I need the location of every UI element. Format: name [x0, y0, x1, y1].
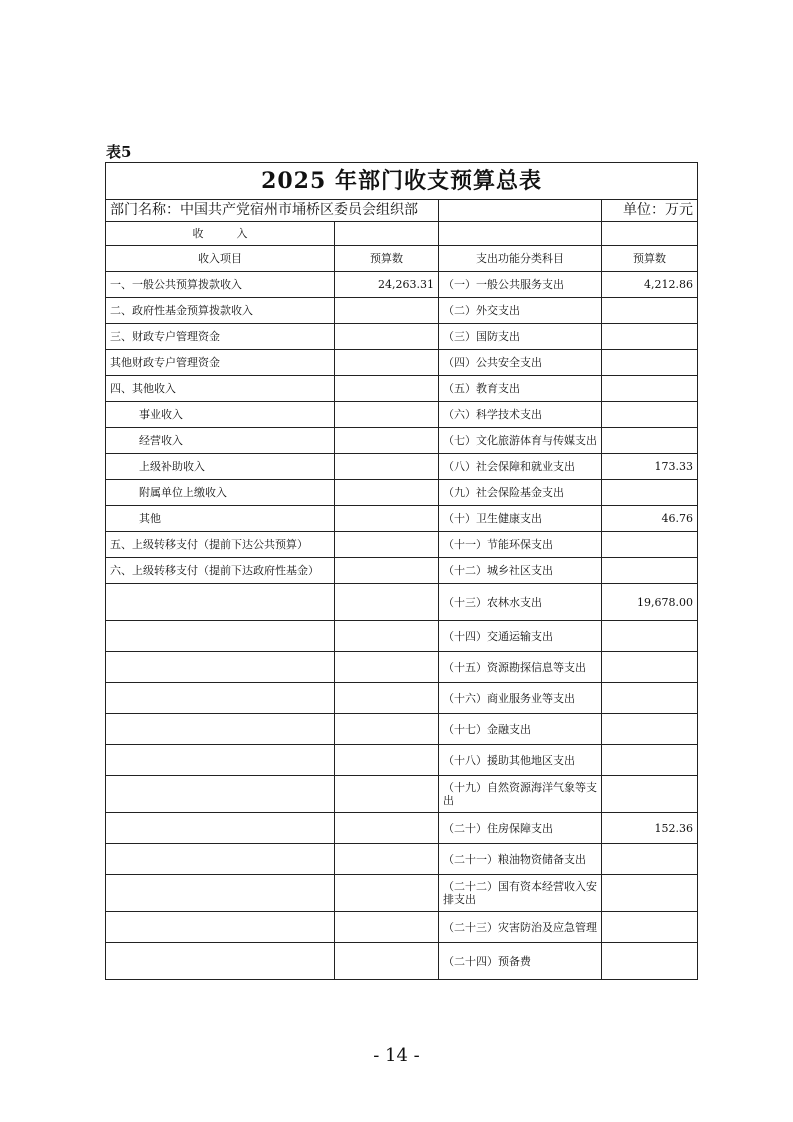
- expense-item-cell: （十一）节能环保支出: [439, 532, 602, 558]
- expense-amount-cell: 173.33: [602, 454, 698, 480]
- table-row: [106, 621, 698, 652]
- expense-item-cell: （二十一）粮油物资储备支出: [439, 844, 602, 875]
- income-amount-cell: [335, 844, 439, 875]
- section-header-blank: [439, 222, 602, 246]
- income-amount-cell: [335, 943, 439, 980]
- income-item-cell: 经营收入: [106, 428, 335, 454]
- expense-amount-cell: [602, 298, 698, 324]
- income-amount-cell: [335, 506, 439, 532]
- table-row: [106, 912, 698, 943]
- income-item-cell: [106, 776, 335, 813]
- expense-item-cell: （十六）商业服务业等支出: [439, 683, 602, 714]
- income-item-cell: 一、一般公共预算拨款收入: [106, 272, 335, 298]
- income-item-cell: 三、财政专户管理资金: [106, 324, 335, 350]
- income-amount-cell: [335, 428, 439, 454]
- table-row: [106, 298, 698, 324]
- table-row: [106, 324, 698, 350]
- income-amount-cell: 24,263.31: [335, 272, 439, 298]
- income-amount-cell: [335, 480, 439, 506]
- expense-item-cell: （十二）城乡社区支出: [439, 558, 602, 584]
- income-item-cell: [106, 875, 335, 912]
- expense-amount-cell: 152.36: [602, 813, 698, 844]
- income-amount-header: 预算数: [335, 246, 439, 272]
- expense-amount-cell: [602, 376, 698, 402]
- expense-amount-cell: [602, 683, 698, 714]
- expense-amount-cell: [602, 621, 698, 652]
- expense-amount-cell: 19,678.00: [602, 584, 698, 621]
- income-item-cell: 事业收入: [106, 402, 335, 428]
- expense-amount-header: 预算数: [602, 246, 698, 272]
- expense-item-cell: （七）文化旅游体育与传媒支出: [439, 428, 602, 454]
- income-amount-cell: [335, 621, 439, 652]
- expense-item-cell: （四）公共安全支出: [439, 350, 602, 376]
- table-label: 表5: [106, 143, 132, 161]
- table-row: [106, 532, 698, 558]
- income-item-cell: [106, 621, 335, 652]
- income-item-cell: [106, 844, 335, 875]
- expense-item-cell: （十九）自然资源海洋气象等支出: [439, 776, 602, 813]
- department-row-spacer: [439, 200, 602, 222]
- table-row: [106, 652, 698, 683]
- income-item-cell: [106, 813, 335, 844]
- income-amount-cell: [335, 776, 439, 813]
- income-amount-cell: [335, 532, 439, 558]
- income-item-cell: 六、上级转移支付（提前下达政府性基金）: [106, 558, 335, 584]
- income-section-header: 收 入: [106, 222, 335, 246]
- table-row: [106, 776, 698, 813]
- income-item-cell: [106, 584, 335, 621]
- table-row: [106, 402, 698, 428]
- budget-summary-table: [105, 162, 698, 980]
- expense-amount-cell: 46.76: [602, 506, 698, 532]
- expense-amount-cell: 4,212.86: [602, 272, 698, 298]
- unit-label: 单位：万元: [602, 200, 698, 222]
- table-row: [106, 454, 698, 480]
- income-amount-cell: [335, 912, 439, 943]
- income-item-cell: [106, 912, 335, 943]
- income-item-cell: 二、政府性基金预算拨款收入: [106, 298, 335, 324]
- expense-item-cell: （十七）金融支出: [439, 714, 602, 745]
- income-amount-cell: [335, 454, 439, 480]
- expense-amount-cell: [602, 324, 698, 350]
- income-amount-cell: [335, 652, 439, 683]
- expense-amount-cell: [602, 428, 698, 454]
- section-header-row: [106, 222, 698, 246]
- table-row: [106, 943, 698, 980]
- expense-amount-cell: [602, 776, 698, 813]
- expense-amount-cell: [602, 714, 698, 745]
- income-item-cell: [106, 714, 335, 745]
- expense-item-cell: （九）社会保险基金支出: [439, 480, 602, 506]
- table-title: 2025 年部门收支预算总表: [106, 163, 698, 200]
- income-amount-cell: [335, 324, 439, 350]
- expense-amount-cell: [602, 844, 698, 875]
- table-row: [106, 745, 698, 776]
- table-body: [106, 272, 698, 980]
- table-row: [106, 480, 698, 506]
- department-row: [106, 200, 698, 222]
- table-row: [106, 683, 698, 714]
- income-amount-cell: [335, 875, 439, 912]
- income-item-cell: 其他财政专户管理资金: [106, 350, 335, 376]
- table-row: [106, 844, 698, 875]
- expense-amount-cell: [602, 652, 698, 683]
- table-row: [106, 428, 698, 454]
- income-amount-cell: [335, 714, 439, 745]
- expense-item-cell: （六）科学技术支出: [439, 402, 602, 428]
- expense-item-cell: （一）一般公共服务支出: [439, 272, 602, 298]
- expense-amount-cell: [602, 943, 698, 980]
- income-amount-cell: [335, 683, 439, 714]
- expense-item-cell: （八）社会保障和就业支出: [439, 454, 602, 480]
- section-header-blank: [335, 222, 439, 246]
- income-item-header: 收入项目: [106, 246, 335, 272]
- section-header-blank: [602, 222, 698, 246]
- expense-item-cell: （十三）农林水支出: [439, 584, 602, 621]
- income-item-cell: [106, 943, 335, 980]
- title-row: [106, 163, 698, 200]
- table-row: [106, 584, 698, 621]
- expense-item-cell: （五）教育支出: [439, 376, 602, 402]
- expense-item-cell: （二）外交支出: [439, 298, 602, 324]
- table-row: [106, 813, 698, 844]
- table-row: [106, 875, 698, 912]
- income-amount-cell: [335, 350, 439, 376]
- income-item-cell: 四、其他收入: [106, 376, 335, 402]
- expense-item-cell: （二十二）国有资本经营收入安排支出: [439, 875, 602, 912]
- income-item-cell: 五、上级转移支付（提前下达公共预算）: [106, 532, 335, 558]
- income-item-cell: [106, 652, 335, 683]
- expense-amount-cell: [602, 480, 698, 506]
- income-amount-cell: [335, 376, 439, 402]
- expense-amount-cell: [602, 402, 698, 428]
- income-item-cell: 附属单位上缴收入: [106, 480, 335, 506]
- income-amount-cell: [335, 745, 439, 776]
- department-name: 部门名称：中国共产党宿州市埇桥区委员会组织部: [106, 200, 439, 222]
- income-amount-cell: [335, 558, 439, 584]
- table-row: [106, 714, 698, 745]
- expense-amount-cell: [602, 558, 698, 584]
- table-row: [106, 506, 698, 532]
- expense-amount-cell: [602, 532, 698, 558]
- income-item-cell: [106, 745, 335, 776]
- expense-item-cell: （二十三）灾害防治及应急管理: [439, 912, 602, 943]
- table-row: [106, 272, 698, 298]
- expense-item-cell: （二十）住房保障支出: [439, 813, 602, 844]
- income-item-cell: 其他: [106, 506, 335, 532]
- expense-item-cell: （十八）援助其他地区支出: [439, 745, 602, 776]
- income-amount-cell: [335, 298, 439, 324]
- table-row: [106, 376, 698, 402]
- income-amount-cell: [335, 813, 439, 844]
- expense-item-header: 支出功能分类科目: [439, 246, 602, 272]
- income-item-cell: 上级补助收入: [106, 454, 335, 480]
- expense-item-cell: （十五）资源勘探信息等支出: [439, 652, 602, 683]
- expense-item-cell: （三）国防支出: [439, 324, 602, 350]
- page-number: - 14 -: [373, 1045, 420, 1066]
- expense-amount-cell: [602, 875, 698, 912]
- income-amount-cell: [335, 402, 439, 428]
- income-item-cell: [106, 683, 335, 714]
- expense-amount-cell: [602, 350, 698, 376]
- expense-item-cell: （十四）交通运输支出: [439, 621, 602, 652]
- table-row: [106, 350, 698, 376]
- expense-amount-cell: [602, 912, 698, 943]
- table-row: [106, 558, 698, 584]
- expense-item-cell: （二十四）预备费: [439, 943, 602, 980]
- income-amount-cell: [335, 584, 439, 621]
- column-header-row: [106, 246, 698, 272]
- expense-item-cell: （十）卫生健康支出: [439, 506, 602, 532]
- expense-amount-cell: [602, 745, 698, 776]
